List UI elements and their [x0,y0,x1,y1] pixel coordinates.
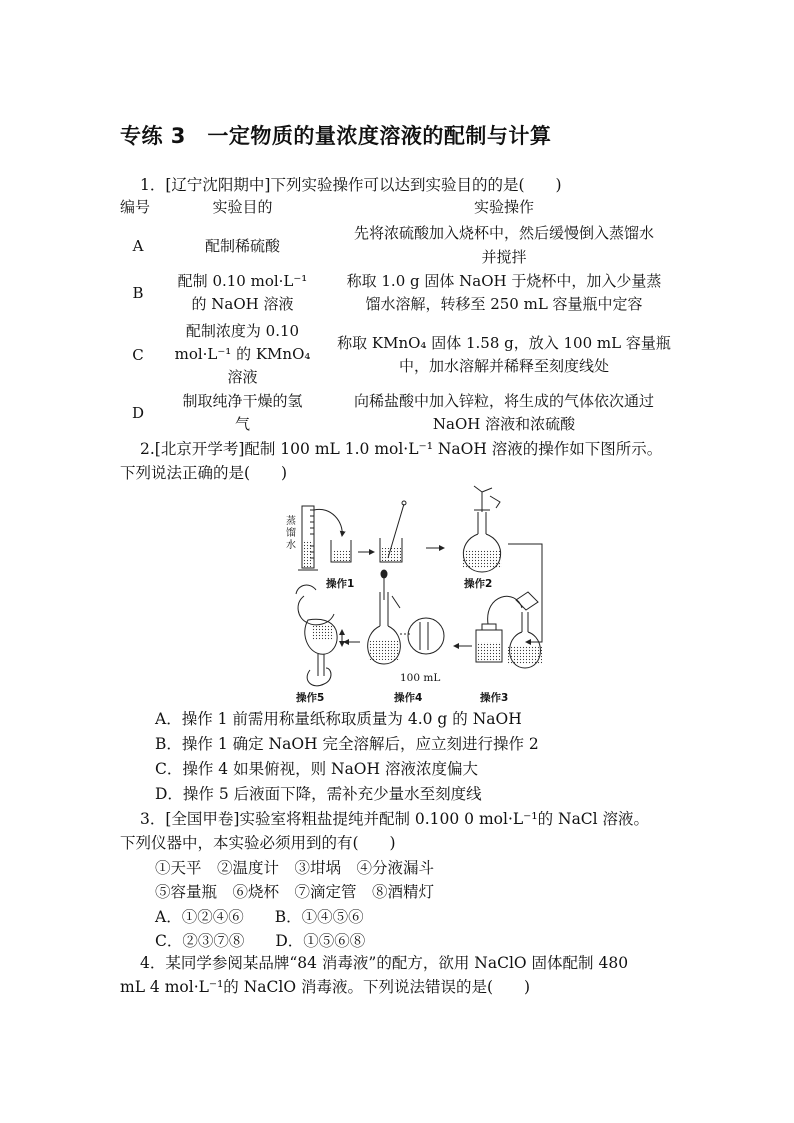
row-purpose-line: 的 NaOH 溶液 [191,295,294,313]
inverting-flask-hands-icon [296,585,337,686]
q3-options-line: A．①②④⑥ B．①④⑤⑥ [155,908,364,926]
q2-option: B．操作 1 确定 NaOH 完全溶解后，应立刻进行操作 2 [155,735,539,753]
row-operation-line: 馏水溶解，转移至 250 mL 容量瓶中定容 [365,295,643,313]
dropper-flask-icon [368,570,444,664]
q4-stem-line: 4．某同学参阅某品牌“84 消毒液”的配方，欲用 NaClO 固体配制 480 [140,954,629,972]
table-row [120,270,680,318]
row-purpose-line: mol·L⁻¹ 的 KMnO₄ [174,345,311,363]
q3-items-line: ⑤容量瓶 ⑥烧杯 ⑦滴定管 ⑧酒精灯 [155,883,435,901]
q2-option: D．操作 5 后液面下降，需补充少量水至刻度线 [155,785,482,803]
row-purpose-line: 配制浓度为 0.10 [185,322,300,340]
row-id: C [132,346,144,364]
side-label-char: 水 [286,540,296,551]
q2-stem-line: 下列说法正确的是( ) [120,464,288,482]
row-operation-line: 向稀盐酸中加入锌粒，将生成的气体依次通过 [353,392,654,410]
row-operation-line: 先将浓硫酸加入烧杯中，然后缓慢倒入蒸馏水 [353,224,654,242]
row-purpose-line: 配制 0.10 mol·L⁻¹ [177,272,308,290]
op3-label: 操作3 [480,692,509,704]
q2-option: A．操作 1 前需用称量纸称取质量为 4.0 g 的 NaOH [155,710,522,728]
graduated-cylinder-icon [298,506,318,570]
side-label-char: 馏 [286,528,296,539]
q3-items-line: ①天平 ②温度计 ③坩埚 ④分液漏斗 [155,859,435,877]
row-id: D [131,404,145,422]
op4-label: 操作4 [394,692,423,704]
row-id: B [132,284,144,302]
header-operation: 实验操作 [473,198,534,216]
table-row [120,222,680,270]
q2-stem-line: 2.[北京开学考]配制 100 mL 1.0 mol·L⁻¹ NaOH 溶液的操作如下图所示。 [140,440,663,458]
row-purpose-line: 溶液 [227,368,258,386]
section-title: 专练 3 一定物质的量浓度溶液的配制与计算 [120,124,552,148]
q3-stem-line: 3．[全国甲卷]实验室将粗盐提纯并配制 0.100 0 mol·L⁻¹的 NaCl 溶液。 [140,810,650,828]
row-purpose-line: 气 [234,415,250,433]
row-purpose-line: 配制稀硫酸 [204,237,280,255]
row-operation-line: 并搅拌 [481,248,527,266]
side-label-char: 蒸 [286,516,296,527]
q3-stem-line: 下列仪器中，本实验必须用到的有( ) [120,834,396,852]
q2-option: C．操作 4 如果俯视，则 NaOH 溶液浓度偏大 [155,760,478,778]
volumetric-flask-icon [462,486,502,572]
row-operation-line: 称取 KMnO₄ 固体 1.58 g，放入 100 mL 容量瓶 [337,334,671,352]
row-id: A [132,237,144,255]
op1-label: 操作1 [326,578,355,590]
row-operation-line: 称取 1.0 g 固体 NaOH 于烧杯中，加入少量蒸 [346,272,662,290]
header-purpose: 实验目的 [212,198,273,216]
q1-stem: 1．[辽宁沈阳期中]下列实验操作可以达到实验目的的是( ) [140,176,562,194]
header-id: 编号 [120,198,151,216]
row-operation-line: NaOH 溶液和浓硫酸 [432,415,576,433]
q4-stem-line: mL 4 mol·L⁻¹的 NaClO 消毒液。下列说法错误的是( ) [120,978,531,996]
transfer-setup-icon [476,592,542,668]
row-purpose-line: 制取纯净干燥的氢 [182,392,303,410]
volume-label: 100 mL [400,672,441,684]
row-operation-line: 中，加水溶解并稀释至刻度线处 [398,357,609,375]
op2-label: 操作2 [464,578,493,590]
beaker-icon [331,540,351,562]
table-row [120,390,680,438]
beaker-with-rod-icon [380,501,406,562]
table-header-row [120,196,680,220]
q2-figure [276,484,546,710]
op5-label: 操作5 [296,692,325,704]
q3-options-line: C．②③⑦⑧ D．①⑤⑥⑧ [155,932,366,950]
table-row [120,320,680,390]
